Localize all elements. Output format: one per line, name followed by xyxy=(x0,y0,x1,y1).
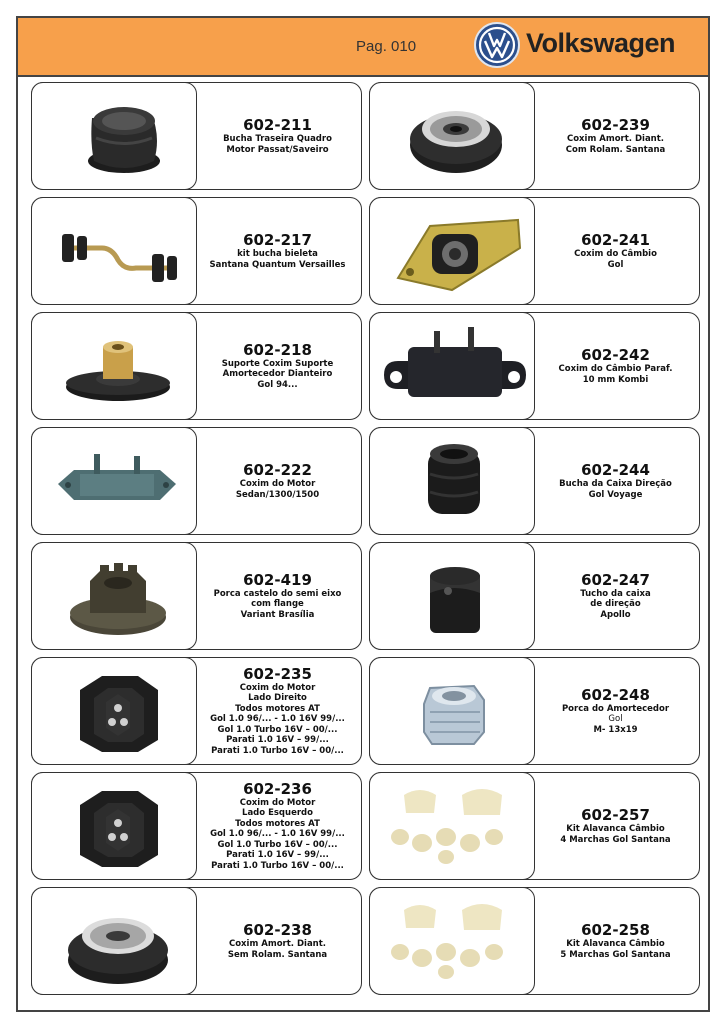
product-description-line: kit bucha bieleta xyxy=(237,249,318,259)
product-info xyxy=(198,198,357,304)
product-description-line: Parati 1.0 Turbo 16V – 00/... xyxy=(211,860,344,871)
product-description-line: Gol 1.0 Turbo 16V – 00/... xyxy=(217,839,338,850)
product-code: 602-211 xyxy=(243,116,312,134)
product-card xyxy=(31,197,362,305)
product-code: 602-248 xyxy=(581,685,650,704)
product-description-line: 4 Marchas Gol Santana xyxy=(560,834,671,845)
product-description-line: Sem Rolam. Santana xyxy=(227,949,328,960)
product-description-line: Sedan/1300/1500 xyxy=(235,489,320,500)
product-info xyxy=(198,83,357,189)
product-description-line: Lado Esquerdo xyxy=(242,808,313,819)
vw-logo-icon xyxy=(474,22,520,68)
product-info xyxy=(198,428,357,534)
product-info xyxy=(536,313,695,419)
product-image xyxy=(369,772,535,880)
product-image xyxy=(369,197,535,305)
product-description-line: Gol xyxy=(608,714,623,725)
product-info xyxy=(198,543,357,649)
product-image xyxy=(31,312,197,420)
product-description-line: Suporte Coxim Suporte xyxy=(221,358,334,369)
product-image xyxy=(369,312,535,420)
product-description-line: Motor Passat/Saveiro xyxy=(226,144,329,155)
product-description-line: Gol xyxy=(607,259,624,270)
product-code: 602-217 xyxy=(243,231,312,249)
product-description-line: Coxim do Motor xyxy=(239,682,316,693)
product-description-line: Coxim Amort. Diant. xyxy=(566,134,665,144)
product-description-line: Santana Quantum Versailles xyxy=(209,259,346,270)
product-card xyxy=(369,887,700,995)
product-card xyxy=(369,427,700,535)
product-description-line: Gol Voyage xyxy=(588,489,643,500)
product-card xyxy=(31,772,362,880)
product-description-line: Gol 1.0 96/... - 1.0 16V 99/... xyxy=(210,714,345,725)
product-description-line: Bucha Traseira Quadro xyxy=(223,134,332,144)
product-image xyxy=(31,427,197,535)
product-description-line: Kit Alavanca Câmbio xyxy=(566,939,665,949)
product-image xyxy=(31,772,197,880)
product-code: 602-236 xyxy=(243,779,312,798)
product-code: 602-257 xyxy=(581,806,650,824)
product-code: 602-238 xyxy=(243,921,312,939)
product-card xyxy=(369,772,700,880)
product-info xyxy=(198,313,357,419)
product-image xyxy=(369,82,535,190)
product-code: 602-258 xyxy=(581,921,650,939)
product-description-line: Gol 1.0 96/... - 1.0 16V 99/... xyxy=(210,829,345,840)
product-description-line: Variant Brasília xyxy=(240,609,315,620)
product-info xyxy=(536,83,695,189)
product-description-line: Kit Alavanca Câmbio xyxy=(566,824,665,834)
product-code: 602-244 xyxy=(581,461,650,479)
page-number: Pag. 010 xyxy=(356,38,417,55)
product-image xyxy=(369,657,535,765)
product-image xyxy=(369,542,535,650)
product-description-line: Coxim Amort. Diant. xyxy=(228,939,327,949)
product-card xyxy=(369,312,700,420)
product-code: 602-235 xyxy=(243,664,312,683)
product-card xyxy=(31,82,362,190)
product-image xyxy=(31,197,197,305)
product-info xyxy=(536,428,695,534)
product-card xyxy=(369,542,700,650)
product-card xyxy=(31,427,362,535)
product-description-line: Coxim do Motor xyxy=(239,797,316,808)
product-description-line: Todos motores AT xyxy=(235,703,320,714)
product-description-line: Gol 1.0 Turbo 16V – 00/... xyxy=(217,724,338,735)
product-description-line: Tucho da caixa xyxy=(580,588,651,599)
product-image xyxy=(369,887,535,995)
page-header xyxy=(18,18,708,77)
product-description-line: 5 Marchas Gol Santana xyxy=(560,949,671,960)
product-card xyxy=(369,197,700,305)
product-code: 602-242 xyxy=(581,346,650,364)
product-info xyxy=(536,198,695,304)
product-code: 602-419 xyxy=(243,570,312,589)
product-description-line: Porca castelo do semi eixo xyxy=(213,588,342,599)
product-card xyxy=(31,657,362,765)
product-code: 602-218 xyxy=(243,340,312,359)
product-info xyxy=(198,658,357,764)
product-description-line: Lado Direito xyxy=(248,693,307,704)
product-code: 602-222 xyxy=(243,461,312,479)
product-info xyxy=(536,658,695,764)
product-code: 602-247 xyxy=(581,570,650,589)
product-card xyxy=(31,542,362,650)
product-code: 602-241 xyxy=(581,231,650,249)
product-info xyxy=(198,773,357,879)
product-image xyxy=(31,542,197,650)
product-description-line: Todos motores AT xyxy=(235,818,320,829)
product-description-line: M- 13x19 xyxy=(593,724,638,735)
product-card xyxy=(31,312,362,420)
product-info xyxy=(536,543,695,649)
product-card xyxy=(31,887,362,995)
product-info xyxy=(198,888,357,994)
product-description-line: Apollo xyxy=(600,609,631,620)
product-image xyxy=(31,887,197,995)
product-description-line: Coxim do Câmbio xyxy=(574,249,657,259)
product-description-line: Porca do Amortecedor xyxy=(561,703,670,714)
brand-name: Volkswagen xyxy=(526,28,676,58)
product-description-line: Parati 1.0 Turbo 16V – 00/... xyxy=(211,745,344,756)
product-image xyxy=(369,427,535,535)
product-description-line: Com Rolam. Santana xyxy=(565,144,666,155)
product-card xyxy=(369,657,700,765)
product-image xyxy=(31,657,197,765)
product-description-line: 10 mm Kombi xyxy=(582,374,649,385)
product-description-line: Bucha da Caixa Direção xyxy=(559,479,672,489)
product-description-line: Coxim do Motor xyxy=(239,479,316,489)
product-image xyxy=(31,82,197,190)
product-info xyxy=(536,888,695,994)
product-description-line: com flange xyxy=(251,599,304,610)
product-description-line: de direção xyxy=(590,599,641,610)
product-code: 602-239 xyxy=(581,116,650,134)
product-description-line: Coxim do Câmbio Paraf. xyxy=(558,364,673,374)
product-info xyxy=(536,773,695,879)
product-description-line: Parati 1.0 16V – 99/... xyxy=(226,735,329,746)
product-card xyxy=(369,82,700,190)
product-description-line: Parati 1.0 16V – 99/... xyxy=(226,850,329,861)
product-description-line: Gol 94... xyxy=(257,379,298,390)
product-description-line: Amortecedor Dianteiro xyxy=(222,369,333,380)
